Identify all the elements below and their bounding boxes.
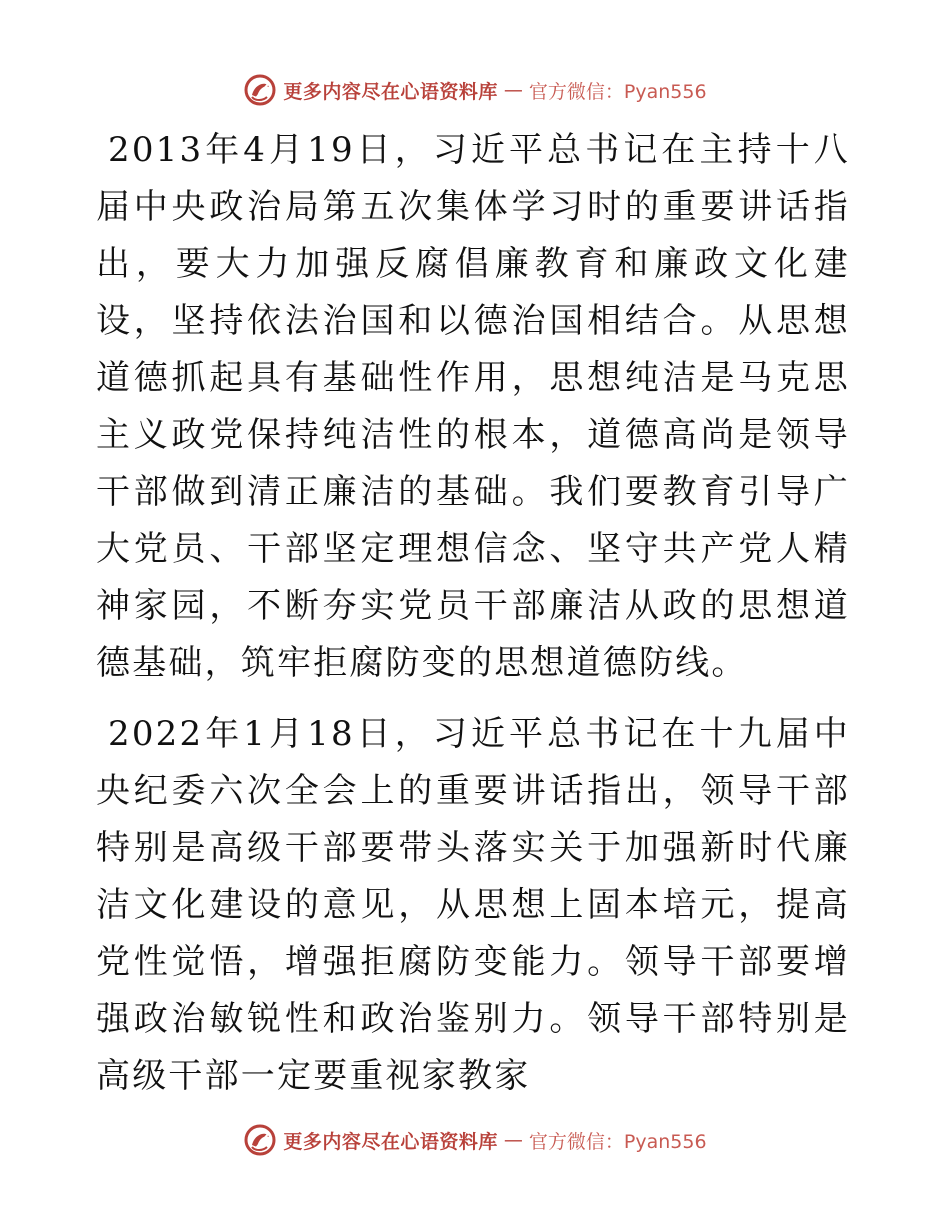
header-banner-wechat: 官方微信：Pyan556 xyxy=(528,80,707,103)
paragraph-1: 2013年4月19日，习近平总书记在主持十八届中央政治局第五次集体学习时的重要讲话指出，要大力加强反腐倡廉教育和廉政文化建设，坚持依法治国和以德治国相结合。从思想道德抓起具有基础性作用，思想纯洁是马克思主义政党保持纯洁性的根本，道德高尚是领导干部做到清正廉洁的基础。我们要教育引导广大党员、干部坚定理想信念、坚守共产党人精神家园，不断夯实党员干部廉洁从政的思想道德基础，筑牢拒腐防变的思想道德防线。 xyxy=(96,130,850,683)
header-banner-main-text: 更多内容尽在心语资料库 xyxy=(283,80,498,103)
header-banner-dash: — xyxy=(503,79,523,101)
footer-banner-wechat: 官方微信：Pyan556 xyxy=(528,1130,707,1153)
red-swirl-logo-icon xyxy=(243,73,277,107)
header-banner xyxy=(0,70,950,110)
document-body xyxy=(96,122,850,1119)
paragraph-2: 2022年1月18日，习近平总书记在十九届中央纪委六次全会上的重要讲话指出，领导干部特别是高级干部要带头落实关于加强新时代廉洁文化建设的意见，从思想上固本培元，提高党性觉悟，增强拒腐防变能力。领导干部要增强政治敏锐性和政治鉴别力。领导干部特别是高级干部一定要重视家教家 xyxy=(96,714,850,1096)
footer-banner-main-text: 更多内容尽在心语资料库 xyxy=(283,1130,498,1153)
footer-banner xyxy=(0,1120,950,1160)
footer-banner-dash: — xyxy=(503,1129,523,1151)
header-banner-inner xyxy=(243,73,706,107)
red-swirl-logo-icon xyxy=(243,1123,277,1157)
footer-banner-inner xyxy=(243,1123,706,1157)
